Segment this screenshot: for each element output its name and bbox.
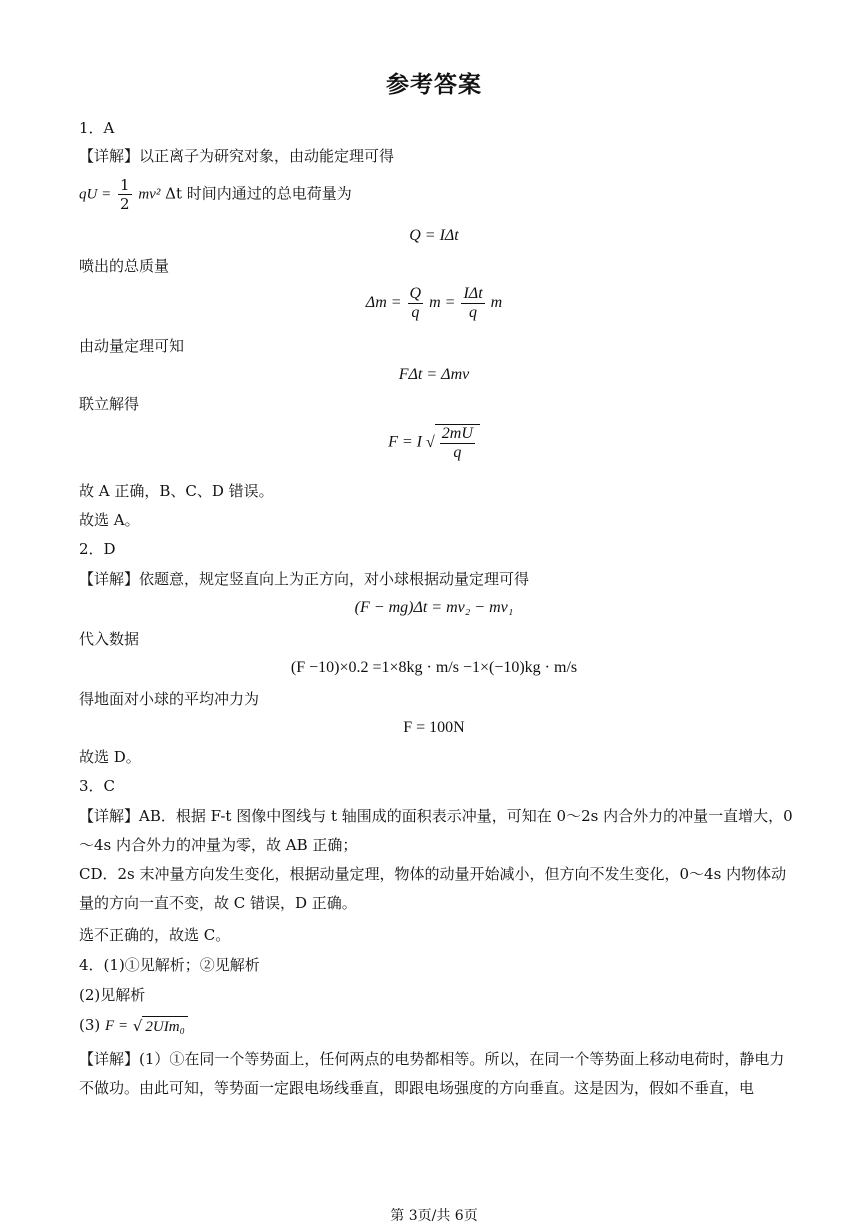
q1-detail: 【详解】以正离子为研究对象，由动能定理可得 xyxy=(79,147,395,165)
q1-eq5-lhs: F = I xyxy=(388,433,422,451)
q4-part2: (2)见解析 xyxy=(79,986,146,1004)
q1-eq3-end: m xyxy=(490,294,503,312)
q1-eq5-num: 2mU xyxy=(441,425,473,442)
q3-answer: 3．C xyxy=(79,777,116,795)
q1-eq3-den2: q xyxy=(469,304,478,321)
q1-eq5 xyxy=(0,424,868,462)
q4-part3-prefix: (3) xyxy=(79,1016,101,1034)
page-title: 参考答案 xyxy=(386,71,482,98)
q1-eq3-num2: IΔt xyxy=(463,285,483,302)
q2-line-data: 代入数据 xyxy=(79,630,140,648)
q1-line-momentum: 由动量定理可知 xyxy=(79,337,185,355)
q1-eq1-den: 2 xyxy=(120,195,130,213)
q1-eq5-sqrt: √ $\frac{2mU}{q}$ xyxy=(426,424,480,462)
q1-eq1-lhs: qU = xyxy=(79,186,112,203)
q4-part3-sqrt: √ 2UIm₀ xyxy=(133,1016,188,1037)
q4-answer: 4．(1)①见解析；②见解析 xyxy=(79,956,260,974)
q1-eq1-num: 1 xyxy=(120,176,130,194)
q1-eq3-num1: Q xyxy=(409,285,422,302)
q2-choice: 故选 D。 xyxy=(79,748,141,766)
q2-line-force: 得地面对小球的平均冲力为 xyxy=(79,690,260,708)
q4-detail: 【详解】(1）①在同一个等势面上，任何两点的电势都相等。所以，在同一个等势面上移动电荷时，静电力不做功。由此可知，等势面一定跟电场线垂直，即跟电场强度的方向垂直。这是因为，假如不垂直，电 xyxy=(79,1050,785,1097)
q2-eq1: (F − mg)Δt = mv₂ − mv₁ xyxy=(354,599,514,616)
q1-eq1-rhs: mv² xyxy=(138,186,161,203)
q1-eq1-frac xyxy=(118,176,132,213)
q1-eq1-line xyxy=(79,176,352,213)
q3-choice: 选不正确的，故选 C。 xyxy=(79,926,231,944)
q1-choice: 故选 A。 xyxy=(79,511,140,529)
q4-part3-lhs: F = xyxy=(105,1018,129,1034)
q2-eq3: F = 100N xyxy=(403,719,465,736)
q1-line-mass: 喷出的总质量 xyxy=(79,257,170,275)
q1-eq1-tail: Δt 时间内通过的总电荷量为 xyxy=(165,184,352,203)
q4-part3-rad: 2UIm₀ xyxy=(142,1016,187,1037)
q1-eq5-den: q xyxy=(453,444,462,461)
q1-eq2: Q = IΔt xyxy=(409,227,459,244)
q2-detail: 【详解】依题意，规定竖直向上为正方向，对小球根据动量定理可得 xyxy=(79,570,530,588)
q3-detail-cd: CD．2s 末冲量方向发生变化，根据动量定理，物体的动量开始减小，但方向不发生变化，0～4s 内物体动量的方向一直不变，故 C 错误，D 正确。 xyxy=(79,865,787,912)
q1-eq4: FΔt = Δmv xyxy=(398,366,470,383)
q1-line-solve: 联立解得 xyxy=(79,395,140,413)
q1-eq3-frac1 xyxy=(408,285,424,322)
page-footer: 第 3页/共 6页 xyxy=(390,1208,478,1224)
q3-detail-ab: 【详解】AB．根据 F-t 图像中图线与 t 轴围成的面积表示冲量，可知在 0～2s 内合外力的冲量一直增大，0～4s 内合外力的冲量为零，故 AB 正确； xyxy=(79,807,793,854)
q1-eq5-frac xyxy=(440,425,475,462)
q2-answer: 2．D xyxy=(79,540,116,558)
q2-eq2: (F −10)×0.2 =1×8kg · m/s −1×(−10)kg · m/s xyxy=(290,659,578,676)
q1-eq3-lhs: Δm = xyxy=(365,294,402,312)
q1-conclusion: 故 A 正确，B、C、D 错误。 xyxy=(79,482,274,500)
q1-eq3-mid: m = xyxy=(429,294,456,312)
q1-eq3-den1: q xyxy=(411,304,420,321)
q1-eq3-frac2 xyxy=(461,285,484,322)
q4-part3 xyxy=(79,1015,188,1037)
q1-answer: 1．A xyxy=(79,119,115,137)
q1-eq3 xyxy=(0,285,868,322)
